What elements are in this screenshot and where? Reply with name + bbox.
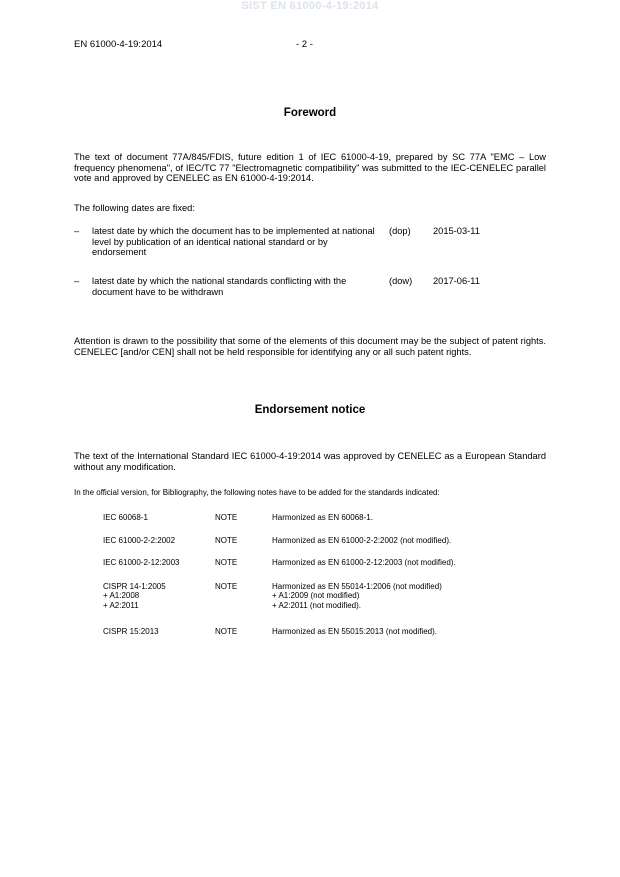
standard-cell: CISPR 15:2013 xyxy=(103,627,159,636)
standard-cell: IEC 61000-2-12:2003 xyxy=(103,558,180,567)
standard-cell: IEC 60068-1 xyxy=(103,513,148,522)
endorsement-title: Endorsement notice xyxy=(254,404,366,416)
patent-paragraph: Attention is drawn to the possibility that some of the elements of this document may be the subject of patent rights. CENELEC [and/or CEN] shall not be held responsible for identifying any or all such patent rights. xyxy=(74,336,546,357)
note-cell: NOTE xyxy=(215,513,238,522)
list-bullet: – xyxy=(74,276,80,286)
note-cell: NOTE xyxy=(215,536,238,545)
date-item-date: 2017-06-11 xyxy=(433,276,480,286)
foreword-title: Foreword xyxy=(283,107,337,119)
harmonized-cell: Harmonized as EN 60068-1. xyxy=(272,513,373,522)
standard-cell: CISPR 14-1:2005 + A1:2008 + A2:2011 xyxy=(103,582,166,610)
note-cell: NOTE xyxy=(215,627,238,636)
harmonized-cell: Harmonized as EN 55015:2013 (not modified). xyxy=(272,627,437,636)
endorsement-paragraph: The text of the International Standard IEC 61000-4-19:2014 was approved by CENELEC as a European Standard without any modification. xyxy=(74,451,546,472)
harmonized-cell: Harmonized as EN 61000-2-2:2002 (not modified). xyxy=(272,536,452,545)
foreword-paragraph: The text of document 77A/845/FDIS, future edition 1 of IEC 61000-4-19, prepared by SC 77A "EMC – Low frequency phenomena", of IEC/TC 77 "Electromagnetic compatibility" was submitted to the IEC-CENELEC parallel vote and approved by CENELEC as EN 61000-4-19:2014. xyxy=(74,152,546,184)
date-item-text: latest date by which the document has to be implemented at national level by publication of an identical national standard or by endorsement xyxy=(92,226,375,258)
watermark: SIST EN 61000-4-19:2014 xyxy=(241,0,379,12)
harmonized-cell: Harmonized as EN 55014-1:2006 (not modified) + A1:2009 (not modified) + A2:2011 (not modified). xyxy=(272,582,442,610)
date-item-code: (dop) xyxy=(389,226,411,236)
list-bullet: – xyxy=(74,226,80,236)
page-number: - 2 - xyxy=(296,39,313,50)
date-item-code: (dow) xyxy=(389,276,413,286)
date-item-date: 2015-03-11 xyxy=(433,226,480,236)
note-cell: NOTE xyxy=(215,582,238,591)
note-cell: NOTE xyxy=(215,558,238,567)
date-item-text: latest date by which the national standards conflicting with the document have to be withdrawn xyxy=(92,276,347,297)
dates-intro: The following dates are fixed: xyxy=(74,203,195,213)
standard-cell: IEC 61000-2-2:2002 xyxy=(103,536,176,545)
bibliography-intro: In the official version, for Bibliography, the following notes have to be added for the standards indicated: xyxy=(74,488,440,497)
harmonized-cell: Harmonized as EN 61000-2-12:2003 (not modified). xyxy=(272,558,456,567)
header-doc-id: EN 61000-4-19:2014 xyxy=(74,39,163,50)
